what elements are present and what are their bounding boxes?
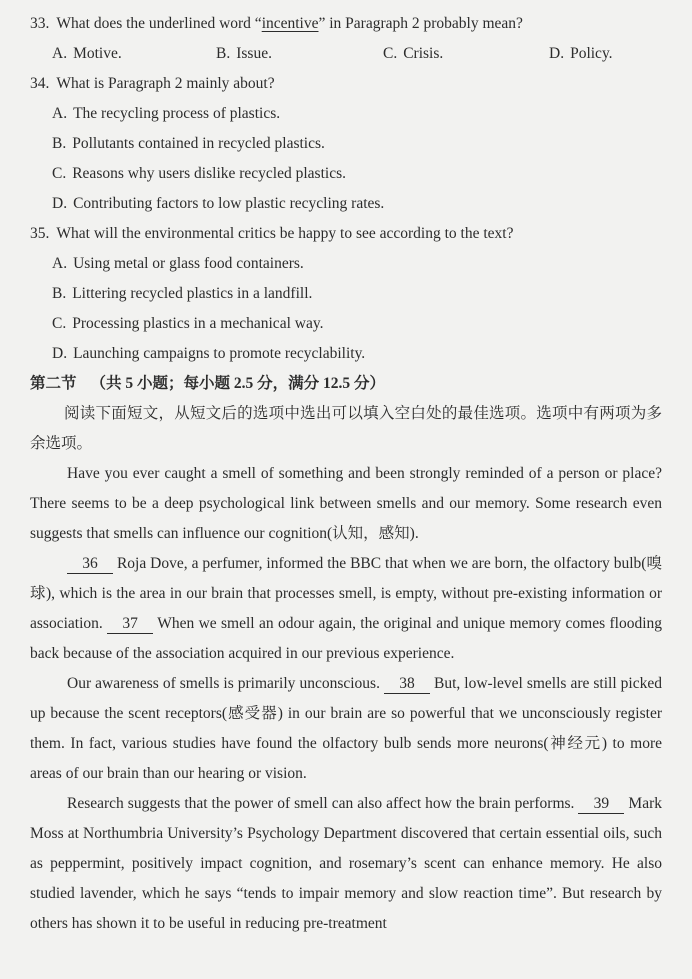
option-d xyxy=(30,189,662,219)
option-c xyxy=(30,159,662,189)
option-a xyxy=(52,39,216,69)
option-text: Launching campaigns to promote recyclability. xyxy=(73,345,366,362)
passage-paragraph-2 xyxy=(30,549,662,669)
option-text: Processing plastics in a mechanical way. xyxy=(72,315,324,332)
section-header xyxy=(30,369,662,399)
passage-paragraph-4 xyxy=(30,789,662,939)
option-b xyxy=(30,129,662,159)
blank-36: 36 xyxy=(67,554,113,574)
option-text: The recycling process of plastics. xyxy=(73,105,281,122)
question-number: 34. xyxy=(30,75,50,92)
option-b xyxy=(216,39,383,69)
option-text: Issue. xyxy=(236,45,272,62)
section-instructions: 阅读下面短文，从短文后的选项中选出可以填入空白处的最佳选项。选项中有两项为多余选项。 xyxy=(30,405,662,452)
paragraph-text: Have you ever caught a smell of something and been strongly reminded of a person or place? There seems to be a deep psychological link between smells and our memory. Some research even suggests that smells can influence our cognition(认知，感知). xyxy=(30,465,662,542)
blank-37: 37 xyxy=(107,614,153,634)
option-label: A. xyxy=(52,255,68,272)
option-label: A. xyxy=(52,45,68,62)
option-d xyxy=(549,39,662,69)
option-label: D. xyxy=(52,345,68,362)
option-text: Policy. xyxy=(570,45,613,62)
paragraph-text: Mark Moss at Northumbria University’s Psychology Department discovered that certain essential oils, such as peppermint, positively impact cognition, and rosemary’s scent can enhance memory. He also studied lavender, which he says “tends to impair memory and slow reaction time”. But research by others has shown it to be useful in reducing pre-treatment xyxy=(30,795,662,932)
question-number: 33. xyxy=(30,15,50,32)
paragraph-text: Research suggests that the power of smell can also affect how the brain performs. xyxy=(67,795,579,812)
question-text: ” in Paragraph 2 probably mean? xyxy=(318,15,523,32)
section-score-note: （共 5 小题；每小题 2.5 分，满分 12.5 分） xyxy=(90,375,386,392)
option-label: C. xyxy=(52,165,67,182)
option-text: Motive. xyxy=(73,45,122,62)
question-33-options xyxy=(30,39,662,69)
option-label: B. xyxy=(216,45,231,62)
question-33 xyxy=(30,9,662,39)
option-c xyxy=(30,309,662,339)
option-b xyxy=(30,279,662,309)
underlined-word: incentive xyxy=(261,15,319,32)
option-label: C. xyxy=(383,45,398,62)
option-label: B. xyxy=(52,285,67,302)
passage-paragraph-1 xyxy=(30,459,662,549)
option-d xyxy=(30,339,662,369)
blank-38: 38 xyxy=(384,674,430,694)
option-text: Using metal or glass food containers. xyxy=(73,255,304,272)
paragraph-text: When we smell an odour again, the original and unique memory comes flooding back because of the association acquired in our previous experience. xyxy=(30,615,663,662)
option-a xyxy=(30,249,662,279)
option-text: Pollutants contained in recycled plastics. xyxy=(72,135,325,152)
option-text: Contributing factors to low plastic recycling rates. xyxy=(73,195,385,212)
passage-paragraph-3 xyxy=(30,669,662,789)
option-label: D. xyxy=(52,195,68,212)
option-label: A. xyxy=(52,105,68,122)
paragraph-text: But, low-level smells are still picked up because the scent receptors(感受器) in our brain are so powerful that we unconsciously register them. In fact, various studies have found the olfactory bulb sends more neurons(神经元) to more areas of our brain than our hearing or vision. xyxy=(30,675,662,782)
paragraph-text: Our awareness of smells is primarily unconscious. xyxy=(67,675,384,692)
question-number: 35. xyxy=(30,225,50,242)
option-a xyxy=(30,99,662,129)
option-label: D. xyxy=(549,45,565,62)
question-text: What will the environmental critics be happy to see according to the text? xyxy=(56,225,514,242)
option-text: Crisis. xyxy=(403,45,444,62)
option-c xyxy=(383,39,549,69)
option-label: C. xyxy=(52,315,67,332)
question-text: What does the underlined word “ xyxy=(56,15,262,32)
question-34 xyxy=(30,69,662,99)
blank-39: 39 xyxy=(578,794,624,814)
question-35 xyxy=(30,219,662,249)
question-text: What is Paragraph 2 mainly about? xyxy=(56,75,275,92)
section-title: 第二节 xyxy=(30,375,77,392)
option-label: B. xyxy=(52,135,67,152)
option-text: Reasons why users dislike recycled plastics. xyxy=(72,165,346,182)
paragraph-text: Roja Dove, a perfumer, informed the BBC that when we are born, the olfactory bulb(嗅球), which is the area in our brain that processes smell, is empty, without pre-existing information or association. xyxy=(30,555,662,632)
option-text: Littering recycled plastics in a landfill. xyxy=(72,285,313,302)
